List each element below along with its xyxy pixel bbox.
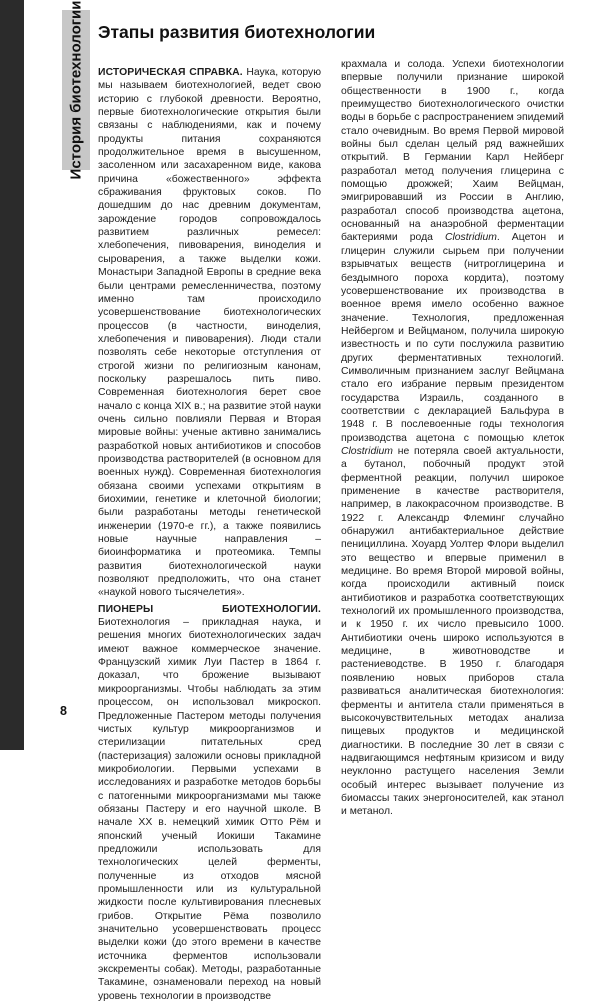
pioneers-text: Биотехнология – прикладная наука, и решения многих биотехнологических задач имеют важное коммерческое значение. Французский химик Луи Пастер в 1864 г. доказал, что брожение вызывают микроорганизмы. Чтобы наблюдать за этим процессом, он использовал микроскоп. Предложенные Пастером методы получения чистых культур микроорганизмов и стерилизации питательных сред (пастеризация) заложили основы прикладной микробиологии. Первыми успехами в исследованиях и разработке методов борьбы с патогенными микроорганизмами мы также обязаны Пастеру и его научной школе. В начале XX в. немецкий химик Отто Рём и японский ученый Иокиши Такамине предложили использовать для технологических целей ферменты, полученные из отходов мясной промышленности или из культуральной жидкости после культивирования плесневых грибов. Открытие Рёма позволило значительно усовершенствовать процесс выделки кожи (до этого времени в качестве источника ферментов использовали экскременты собак). Методы, разработанные Такамине, ознаменовали переход на новый уровень технологии в производстве [98, 617, 321, 1002]
right-text-part-3: не потеряла своей актуальности, а бутанол, побочный продукт этой ферментной реакции, получил широкое применение в качестве растворителя, например, в лакокрасочном производстве. В 1922 г. Александр Флеминг случайно обнаружил антибактериальное действие пенициллина. Хоуард Уолтер Флори выделил это вещество и впервые применил в медицине. Во время Второй мировой войны, когда происходили активный поиск антибиотиков и разработка соответствующих технологий их промышленного производства, и к 1950 г. их число превысило 1000. Антибиотики очень широко используются в медицине, в животноводстве и растениеводстве. В 1950 г. благодаря появлению новых приборов стала развиваться аналитическая биотехнология: ферменты и антитела стали применяться в высокочувствительных методах анализа пищевых продуктов и медицинской диагностики. В последние 30 лет в связи с надвигающимся нефтяным кризисом и виду неуклонно растущего населения Земли особый интерес вызывает получение из биомассы таких энергоносителей, как этанол и метанол. [341, 445, 564, 818]
right-text-part-2: . Ацетон и глицерин служили сырьем при получении взрывчатых веществ (нитроглицерина и бездымного пороха кордита), поэтому усовершенствование их производства в военное время имело особенно важное значение. Технология, предложенная Нейбергом и Вейцманом, получила широкую известность и по сути послужила развитию других ферментативных технологий. Символичным признанием заслуг Вейцмана стало его избрание первым президентом государства Израиль, созданного в соответствии с декларацией Бальфура в 1948 г. В послевоенные годы технология производства ацетона с помощью клеток [341, 232, 564, 444]
pioneers-paragraph [98, 603, 321, 1003]
clostridium-term-1: Clostridium [444, 232, 497, 244]
clostridium-term-2: Clostridium [341, 445, 393, 457]
right-column-paragraph [341, 58, 564, 819]
chapter-side-title: История биотехнологии [67, 0, 85, 180]
page-number: 8 [60, 704, 67, 718]
historical-note-text: Наука, которую мы называем биотехнологией, ведет свою историю с глубокой древности. Вероятно, первые биотехнологические открытия были связаны с наблюдениями, как и почему продукты питания сохраняются продолжительное время в высушенном, засоленном или засахаренном виде, какова причина «божественного» эффекта сбраживания фруктовых соков. По дошедшим до нас древним документам, зарождение городов сопровождалось развитием различных ремесел: хлебопечения, пивоварения, виноделия и сыроварения, а также выделки кожи. Монастыри Западной Европы в средние века были центрами ремесленничества, поэтому именно там происходило усовершенствование биотехнологических процессов (в частности, виноделия, хлебопечения и пивоварения). Люди стали позволять себе некоторые отступления от строгой жизни по религиозным канонам, поскольку разрешалось пить пиво. Современная биотехнология берет свое начало с конца XIX в.; на развитие этой науки очень сильно повлияли Первая и Вторая мировые войны: ученые активно занимались разработкой новых антибиотиков и способов производства растворителей (в основном для военных нужд). Современная биотехнология обязана своими успехами открытиям в биохимии, генетике и клеточной биологии; были разработаны методы генетической инженерии (1970-е гг.), а также появились новые научные направления – биоинформатика и протеомика. Темпы развития биотехнологической науки позволяют предположить, что она станет «наукой нового тысячелетия». [98, 67, 322, 599]
pioneers-heading: ПИОНЕРЫ БИОТЕХНОЛОГИИ. [98, 603, 321, 615]
historical-note-heading: ИСТОРИЧЕСКАЯ СПРАВКА. [98, 67, 243, 78]
left-edge-bar [0, 0, 24, 750]
right-text-part-1: крахмала и солода. Успехи биотехнологии впервые получили признание широкой общественности в 1900 г., когда преимущество биотехнологического очистки воды в борьбе с распространением эпидемий стало очевидным. Во время Первой мировой войны был сделан целый ряд важнейших открытий. В Германии Карл Нейберг разработал метод получения глицерина с помощью дрожжей; Хаим Вейцман, эмигрировавший из России в Англию, разработал способ производства ацетона, основанный на анаэробной ферментации бактериями рода [341, 59, 564, 244]
left-column [98, 66, 322, 1002]
historical-note-paragraph [98, 66, 321, 600]
right-column [341, 58, 564, 818]
page-title: Этапы развития биотехнологии [98, 22, 376, 42]
